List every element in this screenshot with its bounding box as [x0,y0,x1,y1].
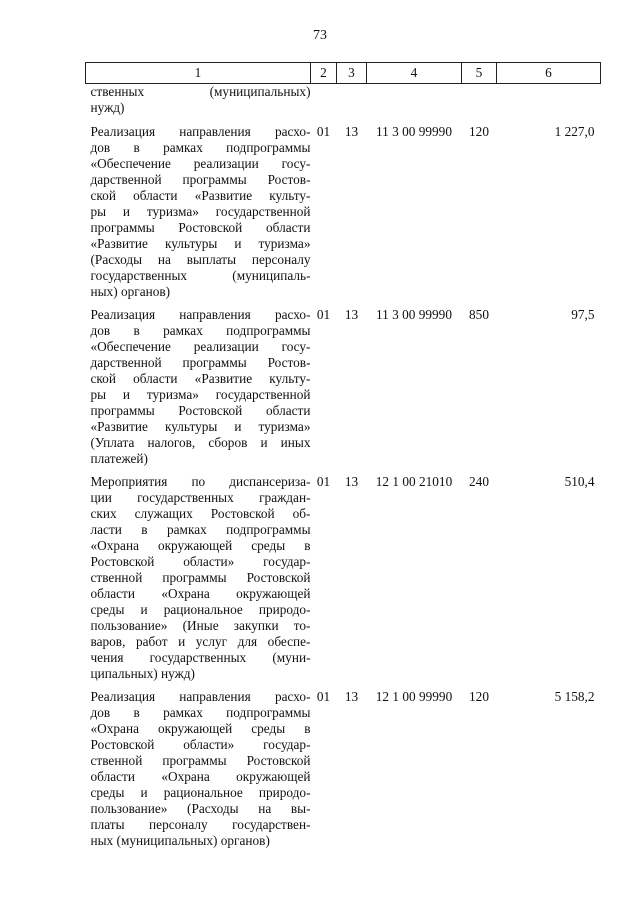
description-line: Ростовской области» государ- [90,554,311,569]
description-line: варов, работ и услуг для обеспе- [90,634,311,649]
subsection-code: 13 [344,474,359,489]
row-description [86,124,311,307]
description-line: программы Ростовской области [90,220,311,235]
table-body [86,84,601,857]
description-line: Мероприятия по диспансеризa- [90,474,311,489]
subsection-code: 13 [344,124,359,139]
page-number: 73 [313,28,327,43]
header-cell-3: 3 [337,63,367,84]
description-line: ных (муниципальных) органов) [90,833,270,848]
description-line: ской области «Развитие культу- [90,371,311,386]
table-row [86,307,601,474]
description-line: ственных (муниципальных) [90,84,311,99]
subsection-code [337,84,367,125]
section-code: 01 [316,124,331,139]
description-line: платы персоналу государствен- [90,817,311,832]
description-line: ции государственных граждан- [90,490,311,505]
target-article-code: 12 1 00 99990 [375,689,453,704]
section-code: 01 [316,307,331,322]
description-line: Реализация направления расхо- [90,307,311,322]
expense-type-code: 120 [469,124,489,139]
table-header [86,63,601,84]
expense-type-code: 120 [469,689,489,704]
description-line: нужд) [90,100,125,115]
description-line: ской области «Развитие культу- [90,188,311,203]
description-line: государственных (муниципаль- [90,268,311,283]
header-cell-2: 2 [311,63,337,84]
description-line: чения государственных (муни- [90,650,311,665]
description-line: дов в рамках подпрограммы [90,705,311,720]
header-cell-6: 6 [497,63,601,84]
row-description [86,84,311,125]
budget-table [85,62,601,856]
description-line: пользование» (Иные закупки то- [90,618,311,633]
target-article-code: 11 3 00 99990 [376,124,452,139]
description-line: ных) органов) [90,284,171,299]
row-description [86,307,311,474]
description-line: среды и рациональное природо- [90,602,311,617]
expense-type-code [462,84,497,125]
header-row [86,63,601,84]
subsection-code: 13 [344,689,359,704]
description-line: ры и туризма» государственной [90,387,311,402]
target-article-code: 12 1 00 21010 [375,474,453,489]
description-line: ласти в рамках подпрограммы [90,522,311,537]
description-line: программы Ростовской области [90,403,311,418]
table-row [86,84,601,125]
expense-type-code: 240 [469,474,489,489]
row-description [86,689,311,856]
description-line: ципальных) нужд) [90,666,195,681]
amount-value: 510,4 [564,474,595,489]
expense-type-code: 850 [469,307,489,322]
description-line: дарственной программы Ростов- [90,172,311,187]
amount-value: 1 227,0 [554,124,595,139]
description-line: дарственной программы Ростов- [90,355,311,370]
target-article-code [367,84,462,125]
description-line: пользование» (Расходы на вы- [90,801,311,816]
description-line: области «Охрана окружающей [90,586,311,601]
amount-value: 5 158,2 [554,689,595,704]
description-line: Реализация направления расхо- [90,124,311,139]
target-article-code: 11 3 00 99990 [376,307,452,322]
table-row [86,689,601,856]
description-line: среды и рациональное природо- [90,785,311,800]
header-cell-5: 5 [462,63,497,84]
description-line: «Развитие культуры и туризма» [90,419,311,434]
header-cell-1: 1 [86,63,311,84]
row-description [86,474,311,689]
table-row [86,474,601,689]
description-line: «Развитие культуры и туризма» [90,236,311,251]
table-row [86,124,601,307]
header-cell-4: 4 [367,63,462,84]
description-line: Ростовской области» государ- [90,737,311,752]
description-line: (Уплата налогов, сборов и иных [90,435,311,450]
description-line: ских служащих Ростовской об- [90,506,311,521]
description-line: дов в рамках подпрограммы [90,323,311,338]
section-code [311,84,337,125]
section-code: 01 [316,689,331,704]
description-line: области «Охрана окружающей [90,769,311,784]
amount-value: 97,5 [571,307,595,322]
description-line: «Обеспечение реализации госу- [90,339,311,354]
description-line: Реализация направления расхо- [90,689,311,704]
amount-value [497,84,601,125]
description-line: дов в рамках подпрограммы [90,140,311,155]
description-line: ственной программы Ростовской [90,753,311,768]
section-code: 01 [316,474,331,489]
description-line: ственной программы Ростовской [90,570,311,585]
description-line: «Охрана окружающей среды в [90,721,311,736]
subsection-code: 13 [344,307,359,322]
description-line: «Обеспечение реализации госу- [90,156,311,171]
description-line: ры и туризма» государственной [90,204,311,219]
description-line: платежей) [90,451,148,466]
description-line: (Расходы на выплаты персоналу [90,252,311,267]
description-line: «Охрана окружающей среды в [90,538,311,553]
